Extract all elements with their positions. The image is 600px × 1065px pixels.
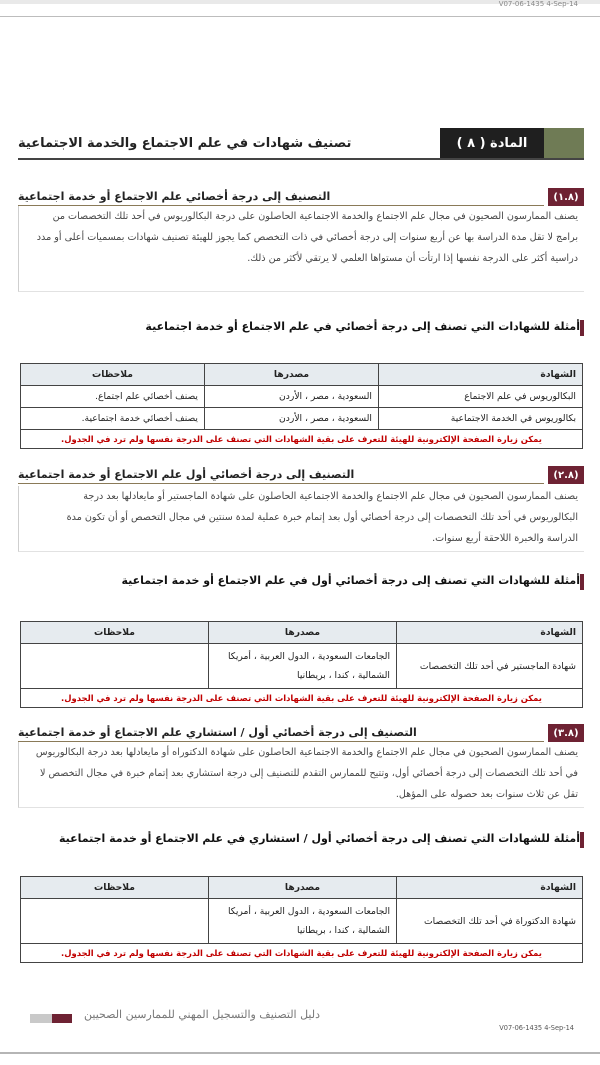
- table-cell: السعودية ، مصر ، الأردن: [205, 386, 379, 408]
- table-cell: بكالوريوس في الخدمة الاجتماعية: [379, 408, 583, 430]
- examples-title: أمثلة للشهادات التي تصنف إلى درجة أخصائي أول في علم الاجتماع أو خدمة اجتماعية: [121, 574, 580, 587]
- section-title: التصنيف إلى درجة أخصائي علم الاجتماع أو خدمة اجتماعية: [18, 188, 544, 206]
- table-note: يمكن زيارة الصفحة الإلكترونية للهيئة للتعرف على بقية الشهادات التي تصنف على الدرجة نفسها ولم ترد في الجدول.: [21, 689, 583, 708]
- table-note-row: [21, 430, 583, 449]
- article-title: تصنيف شهادات في علم الاجتماع والخدمة الاجتماعية: [18, 135, 352, 151]
- section-title: التصنيف إلى درجة أخصائي أول / استشاري علم الاجتماع أو خدمة اجتماعية: [18, 724, 544, 742]
- footer-version: V07-06-1435 4-Sep-14: [499, 1024, 574, 1032]
- column-header: مصدرها: [205, 364, 379, 386]
- examples-marker: [580, 320, 584, 336]
- footer-title: دليل التصنيف والتسجيل المهني للممارسين الصحيين: [84, 1008, 320, 1021]
- column-header: ملاحظات: [21, 877, 209, 899]
- table-cell: البكالوريوس في علم الاجتماع: [379, 386, 583, 408]
- table-header-row: [21, 877, 583, 899]
- section-number: (٢.٨): [548, 466, 584, 484]
- table-row: [21, 386, 583, 408]
- table-note-row: [21, 689, 583, 708]
- footer-divider: [0, 1052, 600, 1054]
- column-header: الشهادة: [379, 364, 583, 386]
- table-cell: [21, 899, 209, 944]
- section-title: التصنيف إلى درجة أخصائي أول علم الاجتماع أو خدمة اجتماعية: [18, 466, 544, 484]
- table-cell: يصنف أخصائي خدمة اجتماعية.: [21, 408, 205, 430]
- article-accent: [544, 128, 584, 158]
- section-body: يصنف الممارسون الصحيون في مجال علم الاجتماع والخدمة الاجتماعية الحاصلون على شهادة الماجستير أو مايعادلها بعد درجة البكالوريوس في أحد تلك التخصصات إلى درجة أخصائي أول بعد إتمام خبرة عملية لمدة سنتين في مجال التخصص أو أن تكون مدة الدراسة والخبرة اللاحقة أربع سنوات.: [18, 486, 584, 552]
- table-note-row: [21, 944, 583, 963]
- section-number: (٣.٨): [548, 724, 584, 742]
- examples-title: أمثلة للشهادات التي تصنف إلى درجة أخصائي أول / استشاري في علم الاجتماع أو خدمة اجتماعية: [58, 832, 580, 845]
- table-note: يمكن زيارة الصفحة الإلكترونية للهيئة للتعرف على بقية الشهادات التي تصنف على الدرجة نفسها ولم ترد في الجدول.: [21, 430, 583, 449]
- table-cell: يصنف أخصائي علم اجتماع.: [21, 386, 205, 408]
- footer-red-block: [52, 1014, 72, 1023]
- section-number: (١.٨): [548, 188, 584, 206]
- column-header: الشهادة: [397, 877, 583, 899]
- section-body: يصنف الممارسون الصحيون في مجال علم الاجتماع والخدمة الاجتماعية الحاصلون على درجة البكالوريوس في أحد تلك التخصصات من برامج لا تقل مدة الدراسة بها عن أربع سنوات إلى درجة أخصائي في ذات التخصص كما يجوز للهيئة تصنيف شهادات بمسميات أعلى أو مدد دراسية أكثر على الدرجة نفسها إذا ارتأت أن مستواها العلمي لا يرتقي لأكثر من ذلك.: [18, 206, 584, 292]
- column-header: مصدرها: [209, 622, 397, 644]
- column-header: مصدرها: [209, 877, 397, 899]
- table-row: [21, 644, 583, 689]
- column-header: الشهادة: [397, 622, 583, 644]
- footer-grey-block: [30, 1014, 52, 1023]
- header-version: V07-06-1435 4-Sep-14: [498, 0, 578, 8]
- section-body: يصنف الممارسون الصحيون في مجال علم الاجتماع والخدمة الاجتماعية الحاصلون على شهادة الدكتوراه أو مايعادلها بعد درجة البكالوريوس في أحد تلك التخصصات إلى درجة أخصائي أول، وتتيح للممارس التقدم للتصنيف إلى درجة استشاري بعد إتمام خبرة في مجال التخصص لا تقل عن ثلاث سنوات بعد حصوله على المؤهل.: [18, 742, 584, 808]
- certificates-table: [20, 621, 583, 708]
- table-cell: الجامعات السعودية ، الدول العربية ، أمريكا الشمالية ، كندا ، بريطانيا: [209, 644, 397, 689]
- table-row: [21, 899, 583, 944]
- table-cell: [21, 644, 209, 689]
- table-header-row: [21, 622, 583, 644]
- article-rule: [18, 158, 584, 160]
- header-divider: [0, 16, 600, 17]
- certificates-table: [20, 363, 583, 449]
- table-note: يمكن زيارة الصفحة الإلكترونية للهيئة للتعرف على بقية الشهادات التي تصنف على الدرجة نفسها ولم ترد في الجدول.: [21, 944, 583, 963]
- table-cell: شهادة الدكتوراة في أحد تلك التخصصات: [397, 899, 583, 944]
- article-label: المادة ( ٨ ): [440, 128, 544, 158]
- table-cell: السعودية ، مصر ، الأردن: [205, 408, 379, 430]
- table-header-row: [21, 364, 583, 386]
- column-header: ملاحظات: [21, 364, 205, 386]
- table-row: [21, 408, 583, 430]
- examples-marker: [580, 574, 584, 590]
- table-cell: شهادة الماجستير في أحد تلك التخصصات: [397, 644, 583, 689]
- table-cell: الجامعات السعودية ، الدول العربية ، أمريكا الشمالية ، كندا ، بريطانيا: [209, 899, 397, 944]
- examples-marker: [580, 832, 584, 848]
- certificates-table: [20, 876, 583, 963]
- column-header: ملاحظات: [21, 622, 209, 644]
- examples-title: أمثلة للشهادات التي تصنف إلى درجة أخصائي في علم الاجتماع أو خدمة اجتماعية: [145, 320, 580, 333]
